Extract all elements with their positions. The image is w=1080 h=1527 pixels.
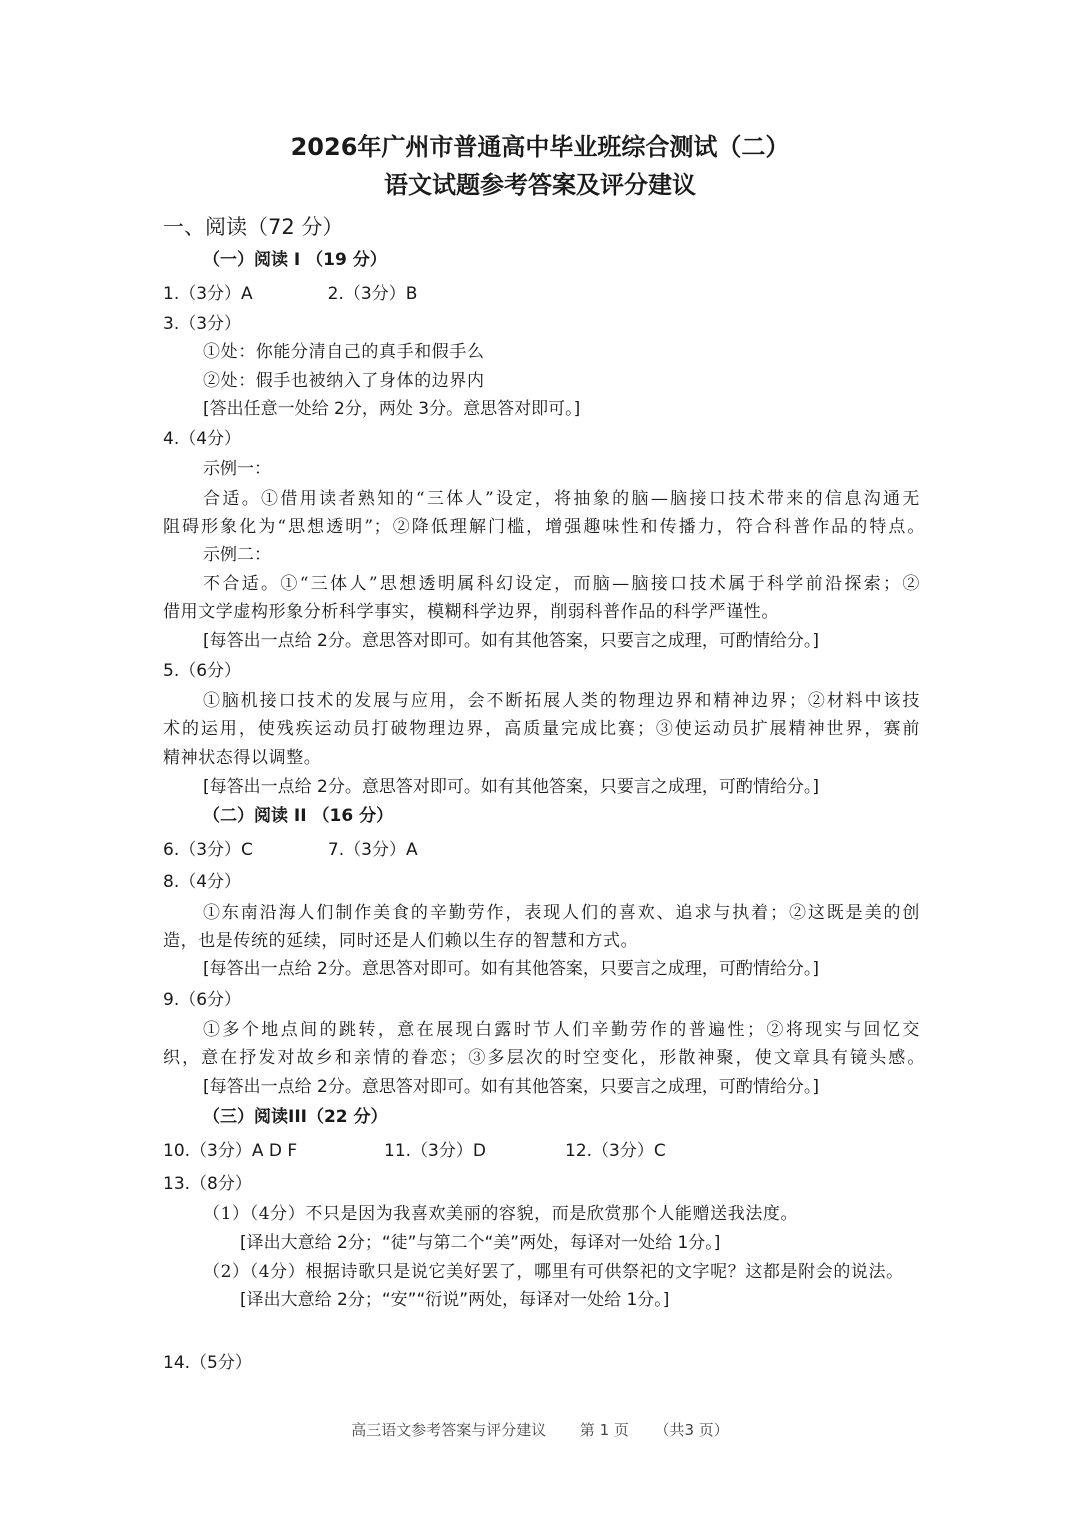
q4-scoring-note: [每答出一点给 2分。意思答对即可。如有其他答案，只要言之成理，可酌情给分。] <box>203 631 819 651</box>
q4-example1-line1: 合适。①借用读者熟知的“三体人”设定，将抽象的脑—脑接口技术带来的信息沟通无 <box>203 489 920 509</box>
q13-sentence-2: （2）（4分）根据诗歌只是说它美好罢了，哪里有可供祭祀的文字呢？这都是附会的说法。 <box>203 1262 904 1282</box>
footer-page-total: （共3 页） <box>654 1421 729 1439</box>
q3-answer-1: ①处：你能分清自己的真手和假手么 <box>203 342 485 362</box>
q5-line2: 术的运用，使残疾运动员打破物理边界，高质量完成比赛；③使运动员扩展精神世界，赛前 <box>163 719 920 739</box>
q3-answer-2: ②处：假手也被纳入了身体的边界内 <box>203 371 485 391</box>
q9-label: 9.（6分） <box>163 990 242 1010</box>
q8-line1: ①东南沿海人们制作美食的辛勤劳作，表现人们的喜欢、追求与执着；②这既是美的创 <box>203 903 920 923</box>
q4-example2-line2: 借用文学虚构形象分析科学事实，模糊科学边界，削弱科普作品的科学严谨性。 <box>163 602 779 622</box>
q9-line2: 织，意在抒发对故乡和亲情的眷恋；③多层次的时空变化，形散神聚，使文章具有镜头感。 <box>163 1048 925 1068</box>
q4-example1-line2: 阻碍形象化为“思想透明”；②降低理解门槛，增强趣味性和传播力，符合科普作品的特点。 <box>163 517 925 537</box>
answer-q10: 10.（3分）A D F <box>163 1141 298 1161</box>
part1-heading: （一）阅读 I （19 分） <box>203 250 387 270</box>
q3-label: 3.（3分） <box>163 314 242 334</box>
q13-sentence-1-note: [译出大意给 2分；“徒”与第二个“美”两处，每译对一处给 1分。] <box>240 1233 721 1253</box>
q9-scoring-note: [每答出一点给 2分。意思答对即可。如有其他答案，只要言之成理，可酌情给分。] <box>203 1077 819 1097</box>
q8-line2: 造，也是传统的延续，同时还是人们赖以生存的智慧和方式。 <box>163 931 639 951</box>
q13-label: 13.（8分） <box>163 1174 252 1194</box>
q5-line3: 精神状态得以调整。 <box>163 748 322 768</box>
footer-page-number: 第 1 页 <box>579 1421 629 1439</box>
q4-example2-line1: 不合适。①“三体人”思想透明属科幻设定，而脑—脑接口技术属于科学前沿探索；② <box>203 574 920 594</box>
part3-heading: （三）阅读III（22 分） <box>203 1107 388 1127</box>
answer-q1: 1.（3分）A <box>163 284 253 304</box>
page-footer <box>0 1418 1080 1442</box>
doc-subtitle: 语文试题参考答案及评分建议 <box>384 171 696 199</box>
q3-scoring-note: [答出任意一处给 2分，两处 3分。意思答对即可。] <box>203 399 581 419</box>
footer-text: 高三语文参考答案与评分建议 <box>351 1421 547 1439</box>
q4-example1-label: 示例一： <box>203 459 271 479</box>
q5-scoring-note: [每答出一点给 2分。意思答对即可。如有其他答案，只要言之成理，可酌情给分。] <box>203 777 819 797</box>
q4-label: 4.（4分） <box>163 429 242 449</box>
q14-label: 14.（5分） <box>163 1353 252 1373</box>
q5-line1: ①脑机接口技术的发展与应用，会不断拓展人类的物理边界和精神边界；②材料中该技 <box>203 691 920 711</box>
q8-scoring-note: [每答出一点给 2分。意思答对即可。如有其他答案，只要言之成理，可酌情给分。] <box>203 959 819 979</box>
q5-label: 5.（6分） <box>163 661 242 681</box>
section-heading: 一、阅读（72 分） <box>163 215 344 239</box>
q9-line1: ①多个地点间的跳转，意在展现白露时节人们辛勤劳作的普遍性；②将现实与回忆交 <box>203 1020 920 1040</box>
answer-q12: 12.（3分）C <box>565 1141 666 1161</box>
part2-heading: （二）阅读 II （16 分） <box>203 806 394 826</box>
answer-q7: 7.（3分）A <box>327 840 418 860</box>
q13-sentence-1: （1）（4分）不只是因为我喜欢美丽的容貌，而是欣赏那个人能赠送我法度。 <box>203 1204 799 1224</box>
answer-q2: 2.（3分）B <box>327 284 418 304</box>
q13-sentence-2-note: [译出大意给 2分；“安”“衍说”两处，每译对一处给 1分。] <box>240 1290 670 1310</box>
q4-example2-label: 示例二： <box>203 545 271 565</box>
answer-row-1-2 <box>163 282 417 306</box>
q8-label: 8.（4分） <box>163 872 242 892</box>
doc-title: 2026年广州市普通高中毕业班综合测试（二） <box>290 133 790 161</box>
answer-q6: 6.（3分）C <box>163 840 253 860</box>
answer-q11: 11.（3分）D <box>384 1141 486 1161</box>
answer-row-6-7 <box>163 838 418 862</box>
